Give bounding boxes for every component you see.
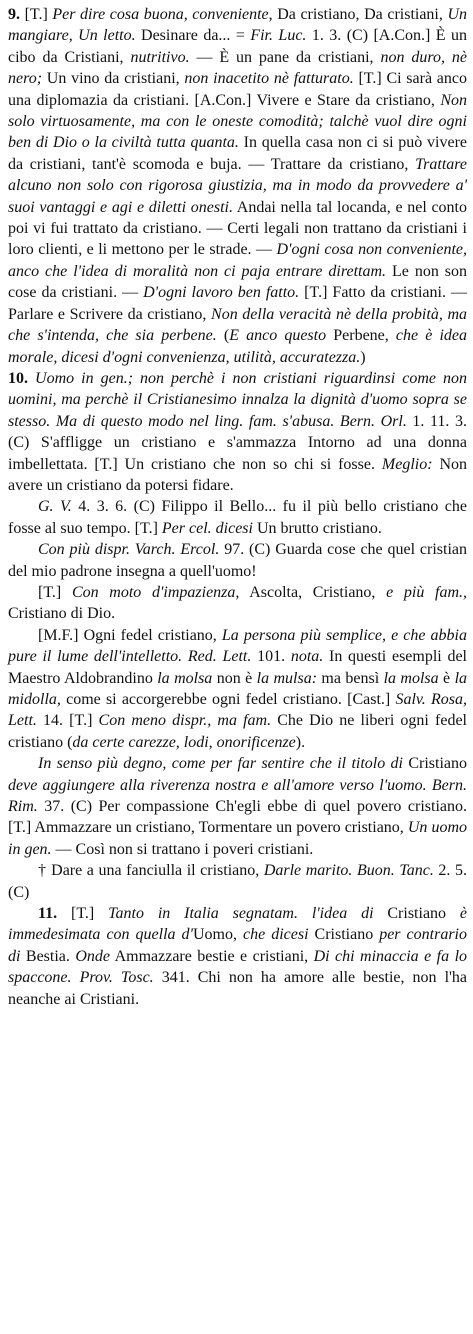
text-run: come si accorgerebbe ogni fedel cristiano. [Cast.]: [60, 691, 396, 708]
text-run: Andai nella tal locanda, e nel conto poi vi fui trattato da cristiano. — Certi legali non trattano da cristiani i loro clienti, e li mettono per le strade. —: [8, 198, 468, 259]
text-run: 11.: [38, 905, 71, 923]
text-run: Con meno dispr., ma fam.: [98, 712, 272, 730]
text-run: Un uomo in gen.: [8, 819, 467, 858]
text-run: Ascolta, Cristiano,: [239, 583, 387, 601]
text-run: ma bensì: [317, 669, 384, 687]
text-run: — È un pane da cristiani,: [189, 48, 381, 66]
text-run: la molsa: [157, 669, 213, 687]
entry-paragraph: [8, 903, 467, 1010]
text-run: In senso più degno, come per far sentire che il titolo di: [38, 755, 403, 773]
entry-paragraph: [8, 539, 467, 582]
text-run: Onde: [75, 947, 110, 965]
text-run: In questi esempli del Maestro Aldobrandino: [8, 648, 467, 687]
text-run: la mulsa:: [256, 669, 318, 687]
text-run: Salv. Rosa, Lett.: [8, 691, 467, 730]
text-run: [T.]: [70, 905, 109, 923]
text-run: [T.] Ci sarà anco una diplomazia da cristiani. [A.Con.] Vivere e Stare da cristiano,: [8, 70, 467, 109]
text-run: 4. 3. 6. (C) Filippo il Bello... fu il più bello cristiano che fosse al suo tempo. [T.]: [8, 498, 468, 537]
text-run: non inacetito nè fatturato.: [184, 70, 354, 88]
text-run: Meglio:: [381, 455, 433, 473]
text-run: per contrario di: [8, 926, 467, 965]
text-run: Perbene,: [326, 327, 396, 345]
text-run: 2. 5. (C): [8, 862, 468, 901]
text-run: la midolla,: [8, 669, 468, 708]
text-run: Darle marito. Buon. Tanc.: [263, 862, 434, 880]
entry-paragraph: [8, 582, 467, 625]
text-run: Fir. Luc.: [250, 27, 307, 45]
text-run: Non della veracità nè della probità, ma che s'intenda, che sia perbene.: [8, 305, 467, 345]
text-run: Non avere un cristiano da potersi fidare.: [8, 455, 467, 494]
text-run: [T.]: [24, 6, 53, 23]
text-run: da certe carezze, lodi, onorificenze: [72, 733, 296, 751]
text-run: La persona più semplice, e che abbia pure il lume dell'intelletto. Red. Lett.: [8, 626, 467, 666]
text-run: è: [438, 669, 455, 687]
text-run: Un brutto cristiano.: [252, 519, 382, 537]
text-run: la molsa: [383, 669, 439, 687]
text-run: D'ogni cosa non conveniente, anco che l'idea di moralità non ci paja entrare direttam.: [8, 241, 467, 280]
text-run: ): [360, 348, 366, 366]
entry-paragraph: [8, 860, 467, 903]
text-run: non è: [212, 669, 257, 687]
text-run: Da cristiano, Da cristiani,: [272, 6, 448, 23]
text-run: 101.: [251, 648, 291, 666]
text-run: Trattare alcuno non solo con rigorosa giustizia, ma in modo da provvedere a' suoi vantaggi e agi e diletti onesti.: [8, 155, 467, 216]
entry-paragraph: [8, 496, 467, 539]
text-run: Cristiano di Dio.: [8, 605, 116, 623]
text-run: Cristiano: [373, 905, 460, 923]
text-run: D'ogni lavoro ben fatto.: [143, 284, 300, 302]
text-run: Con moto d'impazienza,: [71, 583, 240, 601]
text-run: Che Dio ne liberi ogni fedel cristiano (: [8, 712, 467, 751]
text-run: [T.] Fatto da cristiani. — Parlare e Scrivere da cristiano,: [8, 284, 467, 323]
text-run: Non solo virtuosamente, ma con le oneste comodità; talchè vuol dire ogni ben di Dio o la civiltà tutta quanta.: [8, 91, 467, 152]
text-run: [T.]: [38, 583, 72, 601]
text-run: che dicesi: [242, 926, 309, 944]
text-run: non duro, nè nero;: [8, 48, 467, 88]
text-run: Tanto in Italia segnatam. l'idea di: [108, 905, 374, 923]
text-run: Un vino da cristiani,: [42, 70, 185, 88]
text-run: deve aggiungere alla riverenza nostra e all'amore verso l'uomo. Bern. Rim.: [8, 776, 467, 816]
text-run: [M.F.] Ogni fedel cristiano,: [38, 626, 222, 644]
text-run: Per cel. dicesi: [161, 519, 253, 537]
text-run: Bestia.: [20, 947, 76, 965]
text-run: che è idea morale, dicesi d'ogni convenienza, utilità, accuratezza.: [8, 327, 467, 366]
text-run: Per dire cosa buona, conveniente,: [52, 6, 273, 23]
text-run: In quella casa non ci si può vivere da cristiani, tant'è scomoda e buja. — Trattare da cristiano,: [8, 134, 467, 173]
entry-paragraph: [8, 4, 467, 368]
text-run: Uomo,: [192, 926, 243, 944]
text-run: — Così non si trattano i poveri cristiani.: [51, 840, 314, 858]
text-run: Le non son cose da cristiani. —: [8, 262, 468, 302]
text-run: 1. 3. (C) [A.Con.] È un cibo da Cristiani,: [8, 27, 468, 66]
text-run: E anco questo: [229, 327, 327, 345]
text-run: Un mangiare, Un letto.: [8, 6, 468, 45]
text-run: Di chi minaccia e fa lo spaccone. Prov. Tosc.: [8, 947, 468, 987]
text-run: Con più dispr. Varch. Ercol.: [38, 541, 220, 559]
entry-paragraph: [8, 368, 467, 496]
text-run: 97. (C) Guarda cose che quel cristian del mio padrone insegna a quell'uomo!: [8, 541, 467, 580]
text-run: Uomo in gen.; non perchè i non cristiani riguardinsi come non uomini, ma perchè il Cristianesimo innalza la dignità d'uomo sopra se stesso. Ma di questo modo nel ling. fam. s'abusa. Bern. Orl.: [8, 369, 467, 430]
entry-paragraph: [8, 753, 467, 860]
text-run: Cristiano: [403, 755, 467, 773]
text-run: 9.: [8, 6, 25, 23]
entry-paragraph: [8, 625, 467, 753]
text-run: 341. Chi non ha amore alle bestie, non l'ha neanche ai Cristiani.: [8, 969, 467, 1008]
text-run: nutritivo.: [130, 48, 190, 66]
text-run: 10.: [8, 369, 36, 387]
text-run: Desinare da... =: [135, 27, 251, 45]
text-run: nota.: [290, 648, 324, 666]
text-run: è immedesimata con quella d': [8, 905, 468, 944]
text-run: Ammazzare bestie e cristiani,: [110, 947, 314, 965]
text-run: 1. 11. 3. (C) S'affligge un cristiano e s'ammazza Intorno ad una donna imbellettata. [T.] Un cristiano che non so chi si fosse.: [8, 412, 468, 473]
text-run: (: [216, 327, 230, 345]
text-run: 37. (C) Per compassione Ch'egli ebbe di quel povero cristiano. [T.] Ammazzare un cristiano, Tormentare un povero cristiano,: [8, 798, 467, 837]
text-run: 14. [T.]: [36, 712, 99, 730]
text-run: ).: [295, 733, 306, 751]
text-run: † Dare a una fanciulla il cristiano,: [38, 862, 264, 880]
text-run: G. V.: [38, 498, 72, 516]
text-run: e più fam.,: [386, 583, 468, 601]
text-run: Cristiano: [308, 926, 380, 944]
